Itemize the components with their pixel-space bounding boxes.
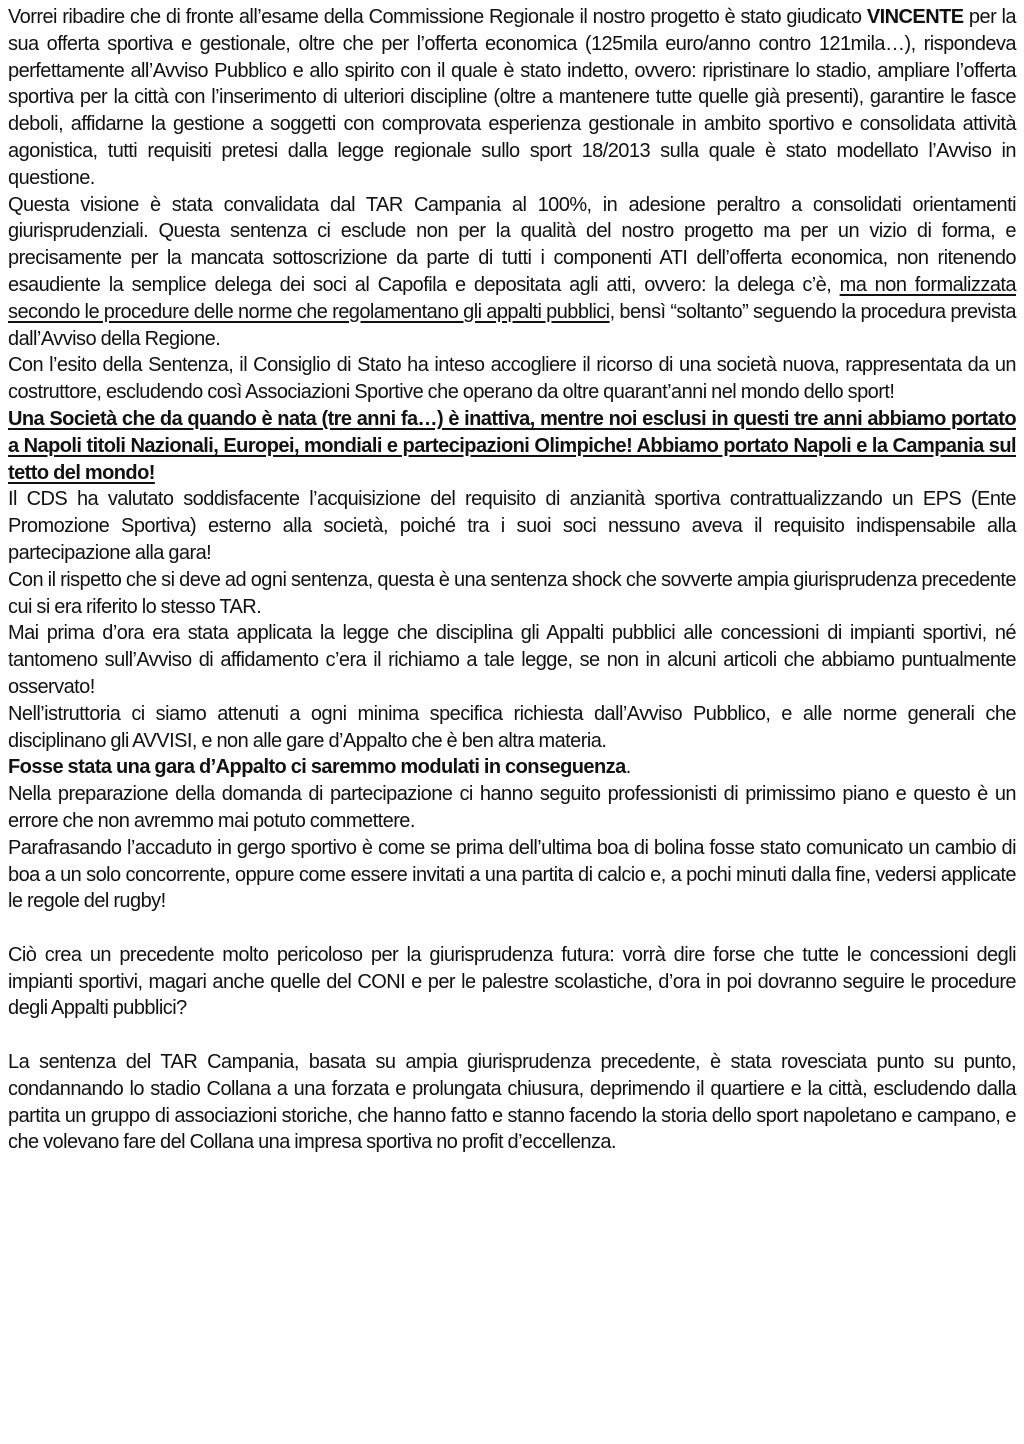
paragraph-achievements-highlight [8, 406, 1016, 486]
text-segment: Parafrasando l’accaduto in gergo sportivo è come se prima dell’ultima boa di bolina fosse stato comunicato un cambio di boa a un solo concorrente, oppure come essere invitati a una partita di calcio e, a pochi minuti dalla fine, vedersi applicate le regole del rugby! [8, 836, 1016, 913]
text-segment: La sentenza del TAR Campania, basata su ampia giurisprudenza precedente, è stata rovesciata punto su punto, condannando lo stadio Collana a una forzata e prolungata chiusura, deprimendo il quartiere e la città, escludendo dalla partita un gruppo di associazioni storiche, che hanno fatto e stanno facendo la storia dello sport napoletano e campano, e che volevano fare del Collana una impresa sportiva no profit d’eccellenza. [8, 1051, 1016, 1154]
text-segment: Con l’esito della Sentenza, il Consiglio di Stato ha inteso accogliere il ricorso di una società nuova, rappresentata da un costruttore, escludendo così Associazioni Sportive che operano da oltre quarant’anni nel mondo dello sport! [8, 354, 1016, 404]
bold-statement: Fosse stata una gara d’Appalto ci saremmo modulati in conseguenza [8, 756, 626, 779]
underlined-procedure-note: ma non formalizzata secondo le procedure delle norme che regolamentano gli appalti pubblici [8, 273, 1016, 323]
text-segment: Nell’istruttoria ci siamo attenuti a ogni minima specifica richiesta dall’Avviso Pubblico, e alle norme generali che disciplinano gli AVVISI, e non alle gare d’Appalto che è ben altra materia. [8, 702, 1016, 752]
paragraph-spacer [8, 1022, 1016, 1049]
paragraph-gara-appalto [8, 754, 1016, 781]
text-segment: Mai prima d’ora era stata applicata la legge che disciplina gli Appalti pubblici alle concessioni di impianti sportivi, né tantomeno sull’Avviso di affidamento c’era il richiamo a tale legge, se non in alcuni articoli che abbiamo puntualmente osservato! [8, 622, 1016, 698]
text-segment: , bensì “soltanto” seguendo la procedura prevista dall’Avviso della Regione. [8, 300, 1016, 350]
text-segment: Con il rispetto che si deve ad ogni sentenza, questa è una sentenza shock che sovverte ampia giurisprudenza precedente cui si era riferito lo stesso TAR. [8, 568, 1016, 618]
text-segment: Il CDS ha valutato soddisfacente l’acquisizione del requisito di anzianità sportiva contrattualizzando un EPS (Ente Promozione Sportiva) esterno alla società, poiché tra i suoi soci nessuno aveva il requisito indispensabile alla partecipazione alla gara! [8, 488, 1016, 564]
text-segment: Nella preparazione della domanda di partecipazione ci hanno seguito professionisti di primissimo piano e questo è un errore che non avremmo mai potuto commettere. [8, 783, 1016, 832]
paragraph-tar-validation [8, 192, 1016, 353]
text-segment: per la sua offerta sportiva e gestionale, oltre che per l’offerta economica (125mila euro/anno contro 121mila…), rispondeva perfettamente all’Avviso Pubblico e allo spirito con il quale è stato indetto, ovvero: ripristinare lo stadio, ampliare l’offerta sportiva per la città con l’inserimento di ulteriori discipline (oltre a mantenere tutte quelle già presenti), garantire le fasce deboli, affidarne la gestione a soggetti con comprovata esperienza gestionale in ambito sportivo e consolidata attività agonistica, tutti requisiti pretesi dalla legge regionale sullo sport 18/2013 sulla quale è stato modellato l’Avviso in questione. [8, 6, 1016, 189]
paragraph-winning-project [8, 4, 1016, 192]
paragraph-spacer [8, 915, 1016, 942]
paragraph-cds-requirement [8, 486, 1016, 566]
text-segment: Questa visione è stata convalidata dal TAR Campania al 100%, in adesione peraltro a consolidati orientamenti giurisprudenziali. Questa sentenza ci esclude non per la qualità del nostro progetto ma per un vizio di forma, e precisamente per la mancata sottoscrizione da parte di tutti i componenti ATI dell’offerta economica, non ritenendo esaudiente la semplice delega dei soci al Capofila e depositata agli atti, ovvero: la delega c’è, [8, 193, 1016, 296]
paragraph-istruttoria [8, 701, 1016, 755]
emphasis-vincente: VINCENTE [866, 6, 964, 28]
paragraph-appalti-law [8, 620, 1016, 700]
paragraph-professionals [8, 781, 1016, 835]
paragraph-consiglio-di-stato [8, 352, 1016, 406]
text-segment: Vorrei ribadire che di fronte all’esame della Commissione Regionale il nostro progetto è stato giudicato [8, 6, 867, 28]
paragraph-dangerous-precedent [8, 942, 1016, 1022]
paragraph-conclusion [8, 1049, 1016, 1156]
paragraph-shock-ruling [8, 567, 1016, 621]
paragraph-sport-metaphor [8, 835, 1016, 915]
highlighted-achievements: Una Società che da quando è nata (tre anni fa…) è inattiva, mentre noi esclusi in questi tre anni abbiamo portato a Napoli titoli Nazionali, Europei, mondiali e partecipazioni Olimpiche! Abbiamo portato Napoli e la Campania sul tetto del mondo! [8, 407, 1016, 484]
text-segment: . [625, 756, 631, 779]
text-segment: Ciò crea un precedente molto pericoloso per la giurisprudenza futura: vorrà dire forse che tutte le concessioni degli impianti sportivi, magari anche quelle del CONI e per le palestre scolastiche, d’ora in poi dovranno seguire le procedure degli Appalti pubblici? [8, 943, 1016, 1020]
